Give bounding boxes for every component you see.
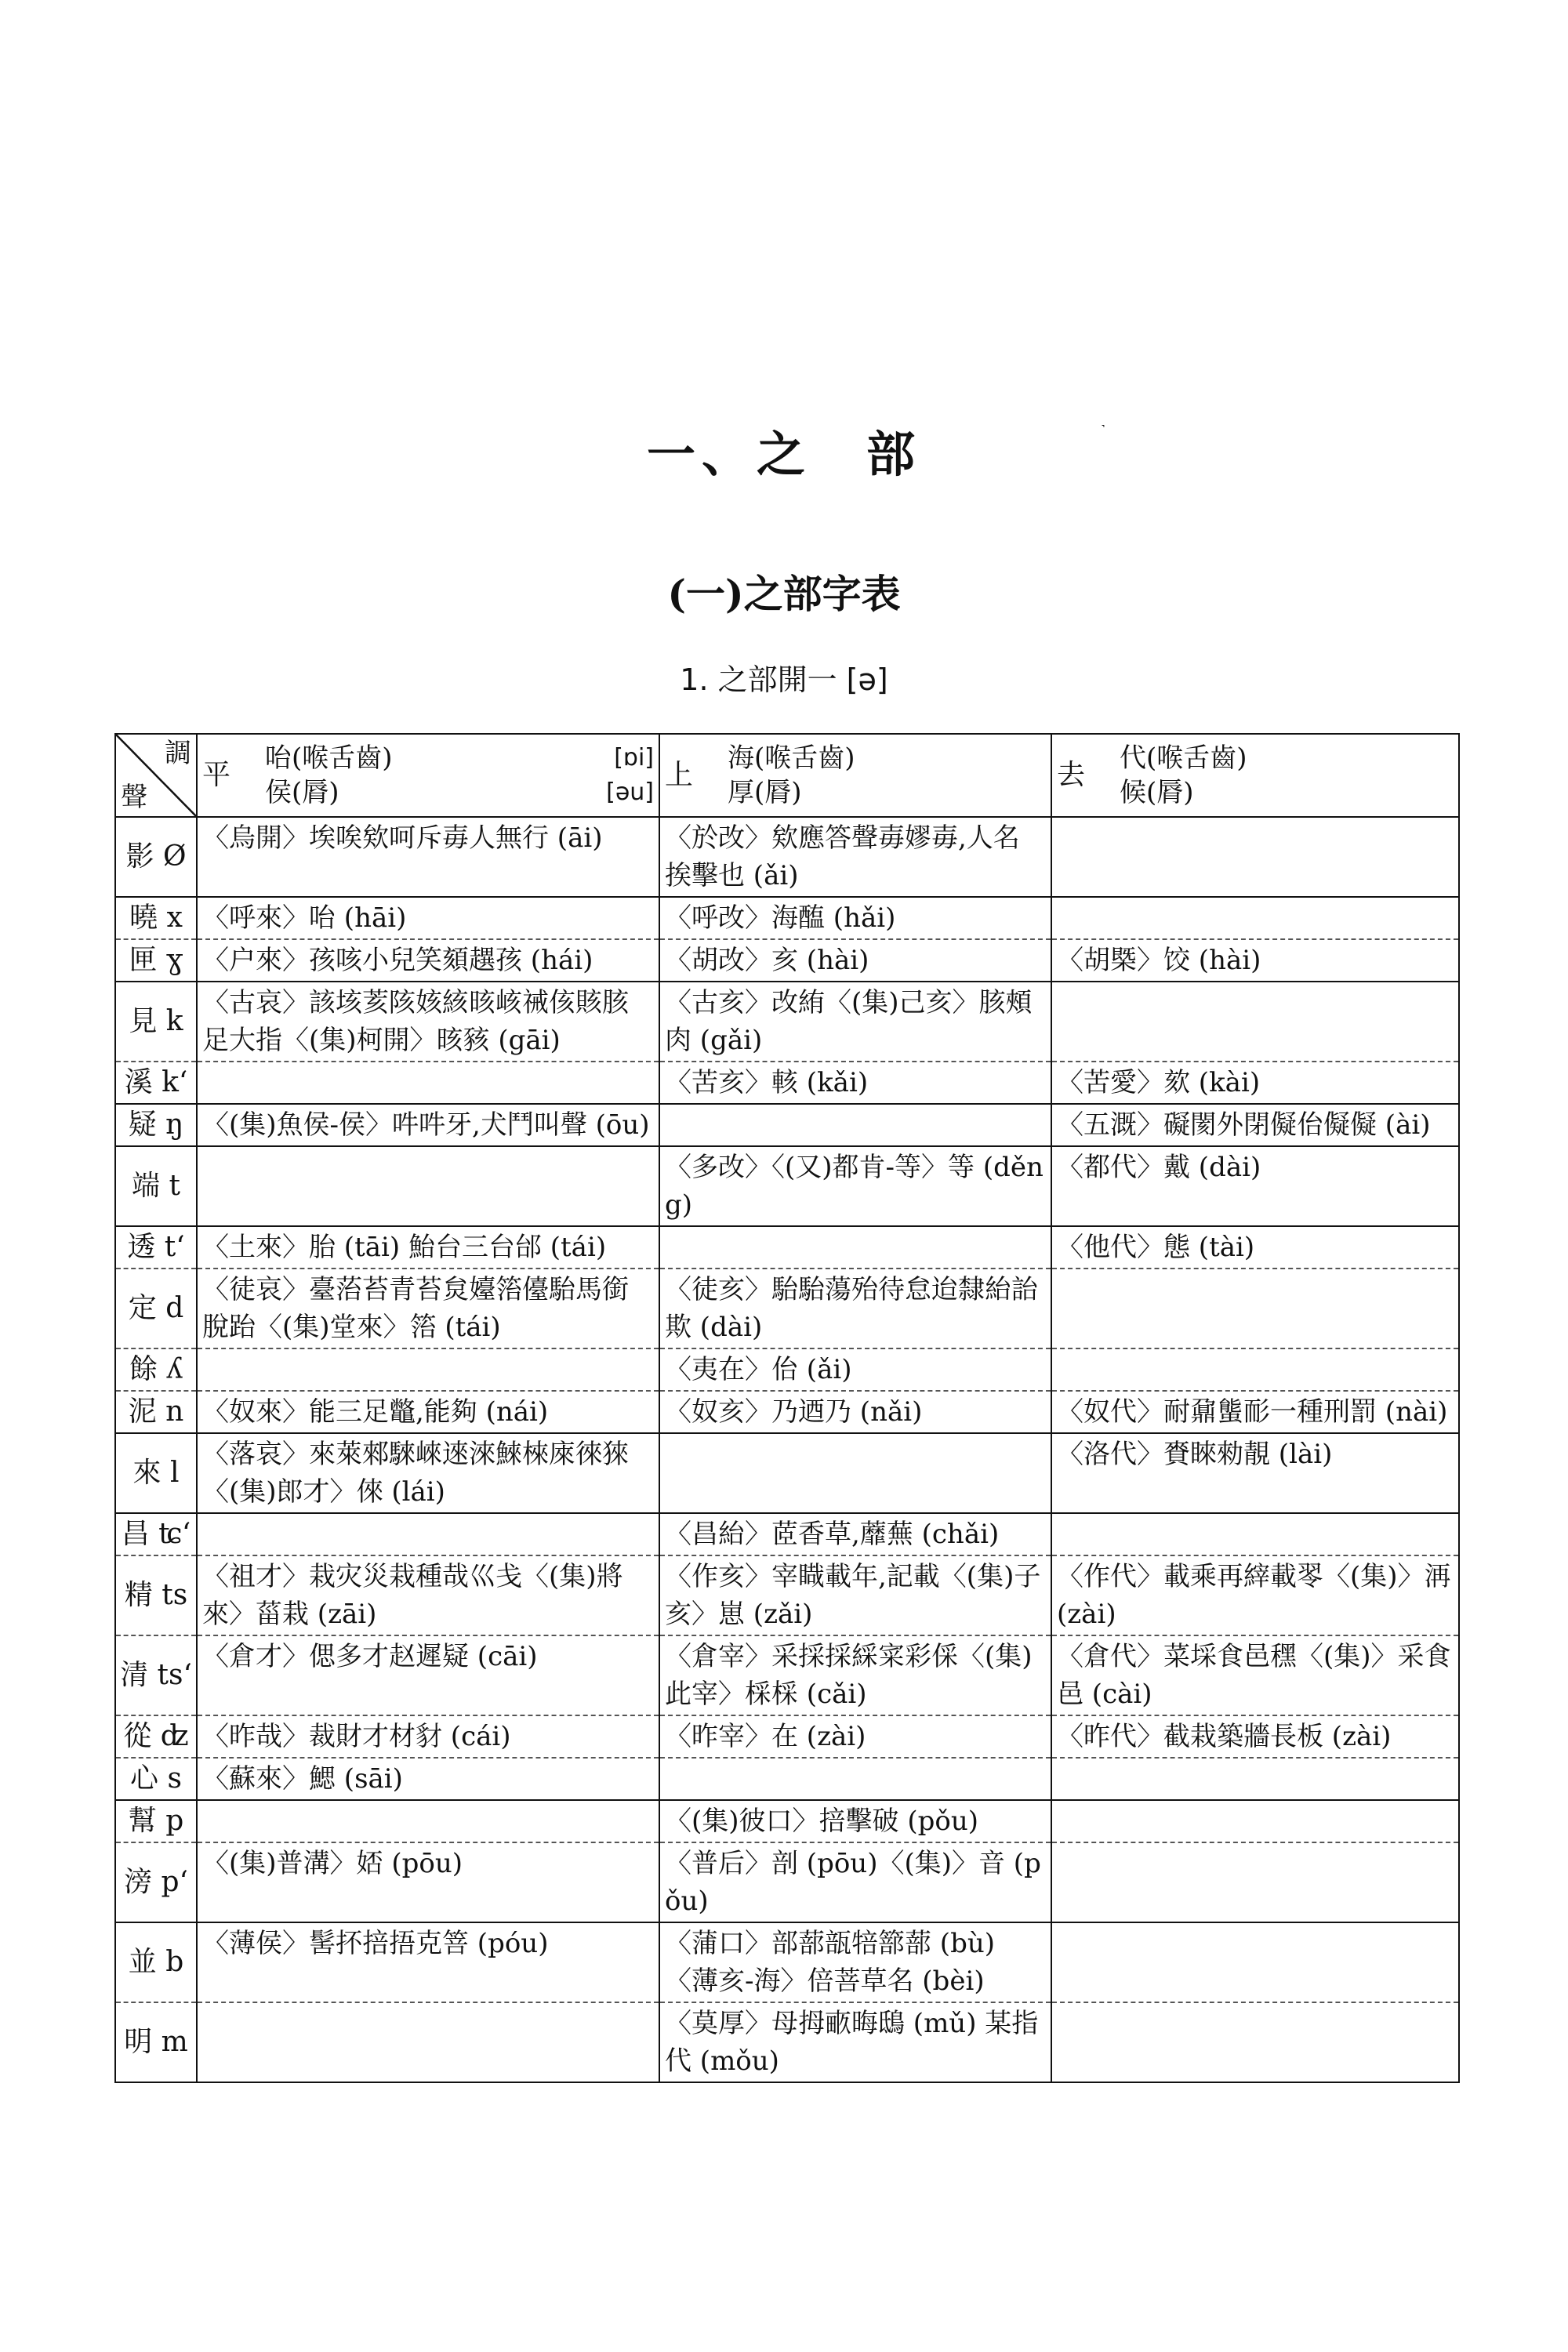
initial-cell: 心 s	[115, 1758, 197, 1800]
table-row	[115, 1348, 1459, 1391]
table-row	[115, 1758, 1459, 1800]
initial-cell: 滂 pʻ	[115, 1842, 197, 1922]
ping-cell	[197, 2002, 659, 2082]
table-row	[115, 1800, 1459, 1842]
rhyme-label: 海(喉舌齒)	[728, 742, 855, 774]
rhyme-label: 候(脣)	[1120, 777, 1194, 808]
corner-cell	[115, 734, 197, 817]
table-body	[115, 817, 1459, 2082]
character-table	[114, 733, 1460, 2083]
shang-cell	[659, 1433, 1051, 1513]
shang-cell: 〈多改〉〈(又)都肯-等〉等 (děng)	[659, 1146, 1051, 1226]
ping-cell: 〈蘇來〉鰓 (sāi)	[197, 1758, 659, 1800]
page-subtitle: (一)之部字表	[667, 571, 901, 617]
ping-cell	[197, 1513, 659, 1555]
qu-cell	[1051, 2002, 1459, 2082]
initial-cell: 影 Ø	[115, 817, 197, 897]
shang-cell	[659, 1758, 1051, 1800]
qu-cell: 〈洛代〉賚睞勑靚 (lài)	[1051, 1433, 1459, 1513]
shang-cell: 〈莫厚〉母拇畞晦鴟 (mǔ) 某指代 (mǒu)	[659, 2002, 1051, 2082]
shang-cell: 〈古亥〉改絠〈(集)己亥〉胲頰肉 (gǎi)	[659, 982, 1051, 1062]
shang-cell: 〈昌紿〉茝香草,蘼蕪 (chǎi)	[659, 1513, 1051, 1555]
shang-cell: 〈蒲口〉部蔀瓿犃篰蔀 (bù)〈薄亥-海〉倍菩草名 (bèi)	[659, 1922, 1051, 2002]
table-row	[115, 1922, 1459, 2002]
qu-cell: 〈都代〉戴 (dài)	[1051, 1146, 1459, 1226]
corner-mark: ˺	[1101, 422, 1105, 438]
rhyme-label: 侯(脣)	[265, 777, 339, 808]
ping-cell: 〈落哀〉來萊郲騋崍逨淶鯠棶庲徠猍〈(集)郎才〉倈 (lái)	[197, 1433, 659, 1513]
qu-cell	[1051, 897, 1459, 939]
qu-cell: 〈奴代〉耐鼐螚耏一種刑罰 (nài)	[1051, 1391, 1459, 1433]
table-row	[115, 1391, 1459, 1433]
tone-label: 上	[665, 759, 694, 791]
header-row	[115, 734, 1459, 817]
shang-cell: 〈普后〉剖 (pōu)〈(集)〉音 (pǒu)	[659, 1842, 1051, 1922]
ping-cell: 〈古哀〉該垓荄陔姟絯晐峐祴侅賅胲足大指〈(集)柯開〉晐豥 (gāi)	[197, 982, 659, 1062]
table-row	[115, 939, 1459, 982]
shang-cell: 〈於改〉欸應答聲毐嫪毐,人名挨擊也 (ǎi)	[659, 817, 1051, 897]
shang-cell: 〈苦亥〉輆 (kǎi)	[659, 1062, 1051, 1104]
ping-cell: 〈徒哀〉臺菭苔青苔炱嬯箈儓駘馬銜脫跆〈(集)堂來〉箈 (tái)	[197, 1269, 659, 1348]
tone-label: 平	[202, 759, 231, 791]
initial-cell: 見 k	[115, 982, 197, 1062]
ping-cell	[197, 1146, 659, 1226]
initial-cell: 昌 ʨʻ	[115, 1513, 197, 1555]
qu-cell: 〈苦愛〉欬 (kài)	[1051, 1062, 1459, 1104]
qu-cell: 〈胡槩〉饺 (hài)	[1051, 939, 1459, 982]
initial-cell: 泥 n	[115, 1391, 197, 1433]
qu-cell: 〈昨代〉截栽築牆長板 (zài)	[1051, 1715, 1459, 1758]
shang-cell: 〈奴亥〉乃迺乃 (nǎi)	[659, 1391, 1051, 1433]
ping-cell	[197, 1062, 659, 1104]
initial-cell: 從 ʣ	[115, 1715, 197, 1758]
ping-cell: 〈薄侯〉髺抔掊捂克箁 (póu)	[197, 1922, 659, 2002]
initial-cell: 定 d	[115, 1269, 197, 1348]
ping-cell: 〈倉才〉偲多才赵遲疑 (cāi)	[197, 1635, 659, 1715]
initial-cell: 匣 ɣ	[115, 939, 197, 982]
qu-cell	[1051, 817, 1459, 897]
table-row	[115, 817, 1459, 897]
shang-cell	[659, 1104, 1051, 1146]
ping-cell	[197, 1800, 659, 1842]
table-row	[115, 2002, 1459, 2082]
table-row	[115, 1104, 1459, 1146]
table-row	[115, 1062, 1459, 1104]
initial-cell: 疑 ŋ	[115, 1104, 197, 1146]
table-row	[115, 1715, 1459, 1758]
initial-cell: 餘 ʎ	[115, 1348, 197, 1391]
header-qu	[1051, 734, 1459, 817]
initial-cell: 並 b	[115, 1922, 197, 2002]
ping-cell: 〈祖才〉栽灾災栽種哉巛戋〈(集)將來〉菑栽 (zāi)	[197, 1555, 659, 1635]
ping-cell	[197, 1348, 659, 1391]
rhyme-label: 咍(喉舌齒)	[265, 742, 393, 774]
table-row	[115, 1842, 1459, 1922]
shang-cell: 〈夷在〉佁 (ǎi)	[659, 1348, 1051, 1391]
qu-cell	[1051, 1922, 1459, 2002]
ping-cell: 〈奴來〉能三足鼈,能夠 (nái)	[197, 1391, 659, 1433]
shang-cell: 〈徒亥〉駘駘蕩殆待怠迨隸紿詒欺 (dài)	[659, 1269, 1051, 1348]
qu-cell: 〈作代〉載乘再縡載䎆〈(集)〉洅 (zài)	[1051, 1555, 1459, 1635]
qu-cell: 〈倉代〉菜埰食邑䆀〈(集)〉采食邑 (cài)	[1051, 1635, 1459, 1715]
initial-cell: 清 tsʻ	[115, 1635, 197, 1715]
initial-cell: 端 t	[115, 1146, 197, 1226]
ping-cell: 〈(集)普溝〉娝 (pōu)	[197, 1842, 659, 1922]
qu-cell	[1051, 1269, 1459, 1348]
initial-cell: 幫 p	[115, 1800, 197, 1842]
table-row	[115, 1555, 1459, 1635]
shang-cell: 〈呼改〉海醢 (hǎi)	[659, 897, 1051, 939]
table-row	[115, 982, 1459, 1062]
qu-cell	[1051, 1348, 1459, 1391]
ping-cell: 〈(集)魚侯-侯〉吽吽牙,犬鬥叫聲 (ōu)	[197, 1104, 659, 1146]
qu-cell	[1051, 982, 1459, 1062]
table-row	[115, 1433, 1459, 1513]
shang-cell: 〈昨宰〉在 (zài)	[659, 1715, 1051, 1758]
qu-cell: 〈五溉〉礙閡外閉儗佁儗儗 (ài)	[1051, 1104, 1459, 1146]
ping-cell: 〈户來〉孩咳小兒笑頦趩孩 (hái)	[197, 939, 659, 982]
table-row	[115, 1226, 1459, 1269]
initial-cell: 來 l	[115, 1433, 197, 1513]
phonetic-value: [əu]	[606, 779, 654, 806]
initial-cell: 透 tʻ	[115, 1226, 197, 1269]
qu-cell	[1051, 1758, 1459, 1800]
corner-tone-label: 調	[165, 738, 191, 769]
shang-cell: 〈(集)彼口〉掊擊破 (pǒu)	[659, 1800, 1051, 1842]
phonetic-value: [ɒi]	[614, 744, 654, 771]
initial-cell: 曉 x	[115, 897, 197, 939]
page-title: 一、之 部	[646, 426, 921, 483]
ping-cell: 〈呼來〉咍 (hāi)	[197, 897, 659, 939]
qu-cell	[1051, 1842, 1459, 1922]
rhyme-label: 厚(脣)	[728, 777, 802, 808]
table-row	[115, 1635, 1459, 1715]
ping-cell: 〈土來〉胎 (tāi) 鮐台三台邰 (tái)	[197, 1226, 659, 1269]
initial-cell: 溪 kʻ	[115, 1062, 197, 1104]
tone-label: 去	[1057, 759, 1086, 791]
initial-cell: 精 ts	[115, 1555, 197, 1635]
ping-cell: 〈昨哉〉裁財才材豺 (cái)	[197, 1715, 659, 1758]
shang-cell: 〈倉宰〉采採採綵寀彩倸〈(集)此宰〉棌棌 (cǎi)	[659, 1635, 1051, 1715]
table-row	[115, 1513, 1459, 1555]
rhyme-label: 代(喉舌齒)	[1120, 742, 1247, 774]
header-ping	[197, 734, 659, 817]
qu-cell	[1051, 1513, 1459, 1555]
table-row	[115, 897, 1459, 939]
shang-cell	[659, 1226, 1051, 1269]
corner-initial-label: 聲	[121, 782, 147, 813]
shang-cell: 〈胡改〉亥 (hài)	[659, 939, 1051, 982]
header-shang	[659, 734, 1051, 817]
qu-cell: 〈他代〉態 (tài)	[1051, 1226, 1459, 1269]
qu-cell	[1051, 1800, 1459, 1842]
table-row	[115, 1269, 1459, 1348]
table-row	[115, 1146, 1459, 1226]
ping-cell: 〈烏開〉埃唉欸呵斥毐人無行 (āi)	[197, 817, 659, 897]
shang-cell: 〈作亥〉宰睵載年,記載〈(集)子亥〉崽 (zǎi)	[659, 1555, 1051, 1635]
initial-cell: 明 m	[115, 2002, 197, 2082]
section-heading: 1. 之部開一 [ə]	[680, 662, 888, 697]
